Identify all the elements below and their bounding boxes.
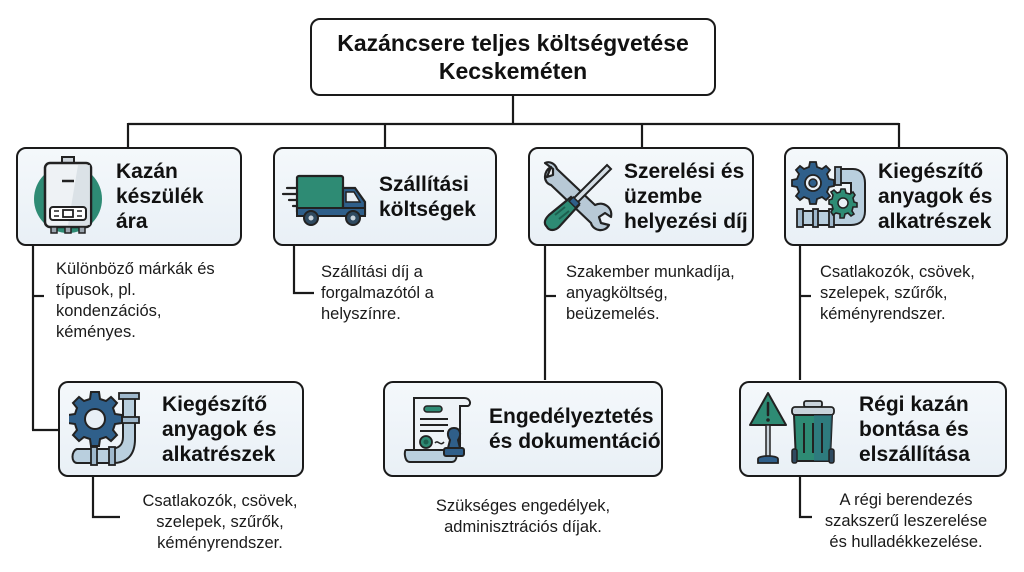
gear-pipe-icon (68, 388, 154, 470)
node-title: Kazán készülék ára (116, 160, 204, 233)
node-title: Szállítási költségek (379, 172, 476, 221)
node-description: Csatlakozók, csövek, szelepek, szűrők, kéményrendszer. (820, 263, 975, 323)
node-description: Szükséges engedélyek, adminisztrációs díjak. (435, 497, 611, 536)
node-description: Szállítási díj a forgalmazótól a helyszínre. (321, 263, 434, 323)
root-node (310, 18, 716, 96)
node-boiler-price (16, 147, 242, 246)
node-installation-fee (528, 147, 754, 246)
boiler-icon (24, 151, 112, 243)
document-stamp-icon (399, 389, 481, 469)
node-description: A régi berendezés szakszerű leszerelése és hulladékkezelése. (824, 491, 988, 551)
node-description: Csatlakozók, csövek, szelepek, szűrők, kéményrendszer. (142, 492, 298, 552)
root-title-line-2: Kecskeméten (438, 58, 588, 84)
node-permits-docs (383, 381, 663, 477)
truck-icon (281, 157, 373, 237)
node-old-boiler-removal (739, 381, 1007, 477)
gears-pipe-icon (790, 157, 872, 237)
node-title: Kiegészítő anyagok és alkatrészek (878, 160, 993, 233)
node-delivery-costs (273, 147, 497, 246)
node-description: Különböző márkák és típusok, pl. kondenzációs, kéményes. (56, 260, 215, 341)
tools-icon (534, 154, 620, 240)
node-title: Régi kazán bontása és elszállítása (859, 392, 970, 466)
node-accessories-bottom (58, 381, 304, 477)
node-title: Engedélyeztetés és dokumentáció (489, 405, 661, 453)
node-description: Szakember munkadíja, anyagköltség, beüzemelés. (566, 263, 735, 323)
warning-bin-icon (747, 387, 843, 471)
root-title-line-1: Kazáncsere teljes költségvetése (337, 30, 689, 56)
node-title: Kiegészítő anyagok és alkatrészek (162, 392, 277, 466)
node-title: Szerelési és üzembe helyezési díj (624, 160, 748, 233)
node-accessories-top (784, 147, 1008, 246)
